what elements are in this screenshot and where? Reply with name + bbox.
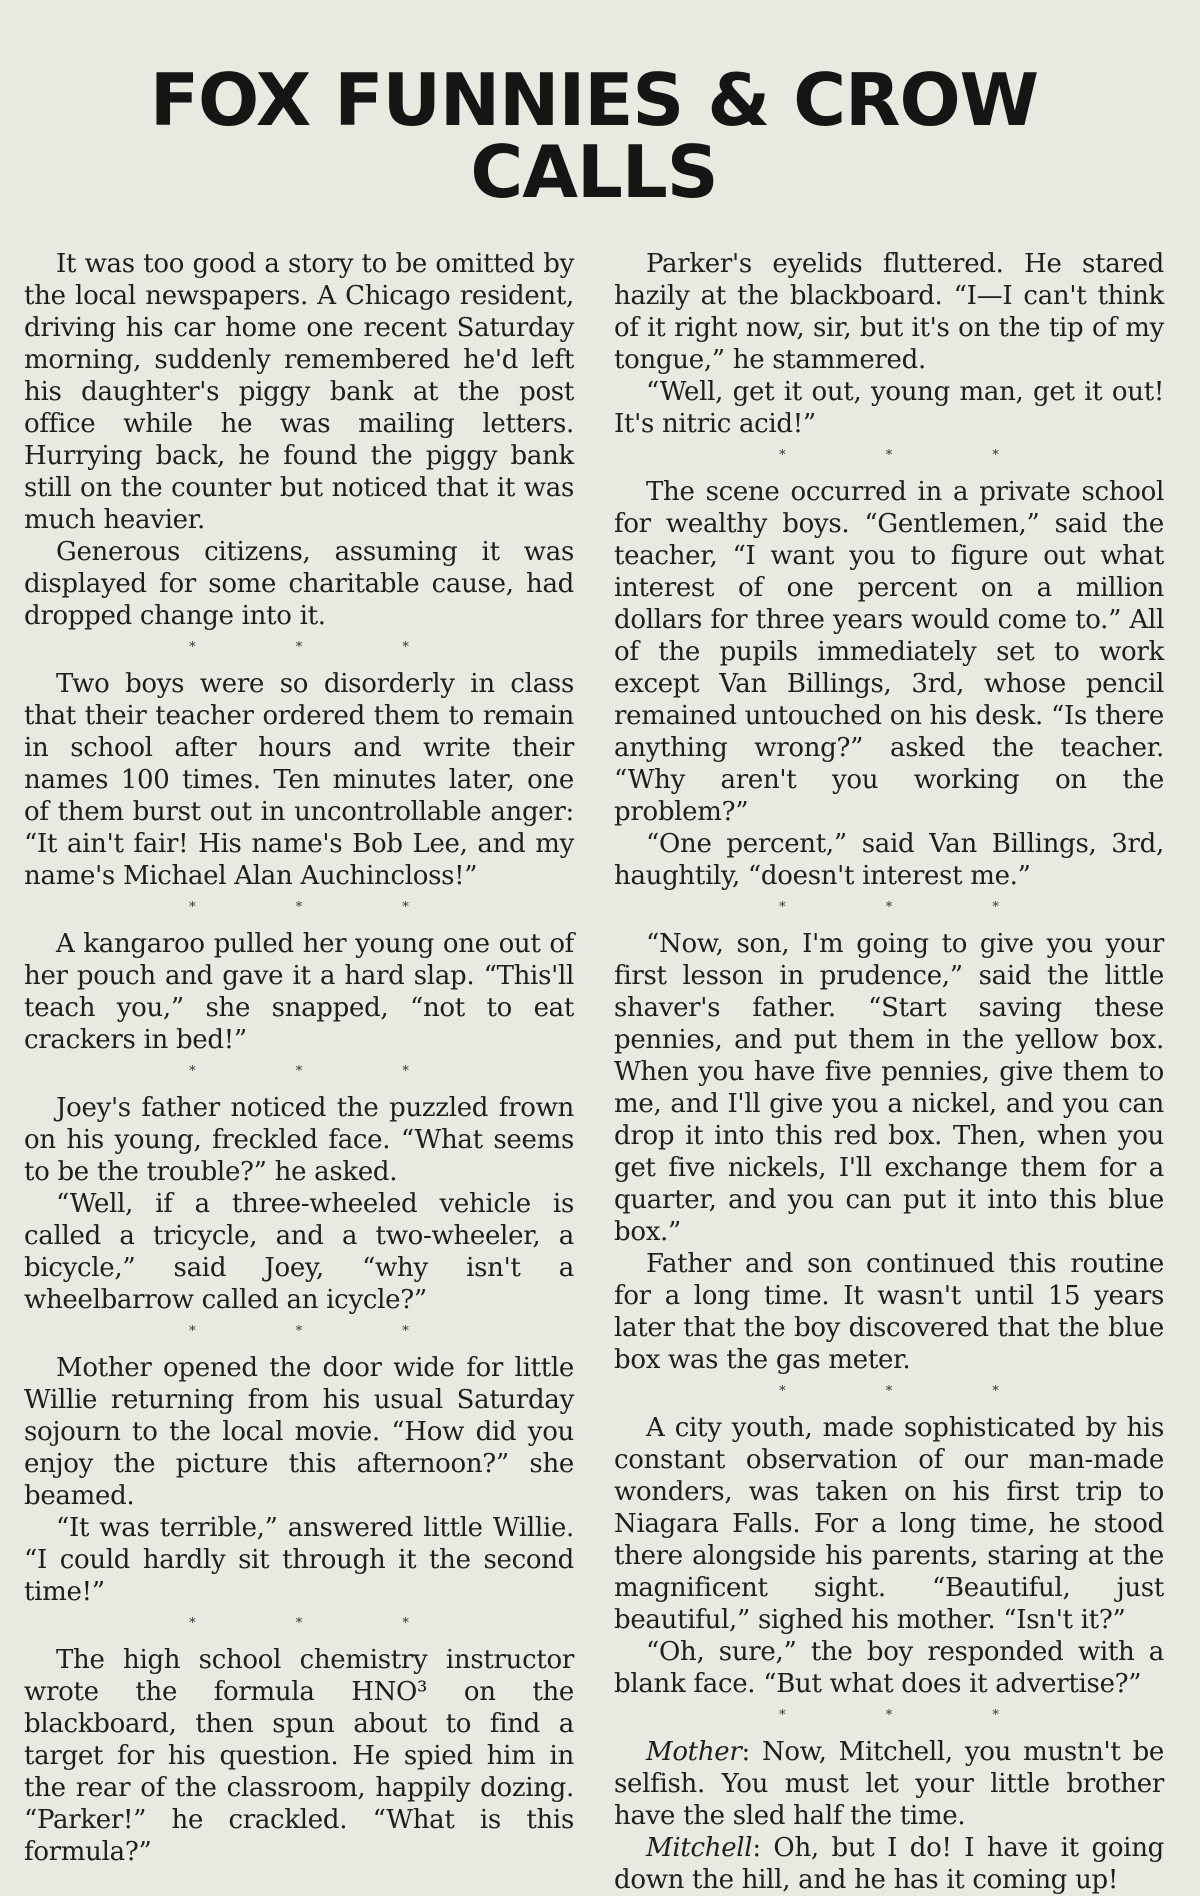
section-separator: * * * <box>189 640 457 655</box>
section-separator: * * * <box>779 900 1047 915</box>
paragraph: “It was terrible,” answered little Willie. “I could hardly sit through it the second time!” <box>24 1513 574 1607</box>
section-separator: * * * <box>189 1324 457 1339</box>
section-separator: * * * <box>779 1384 1047 1399</box>
paragraph: A city youth, made sophisticated by his constant observation of our man-made wonders, was taken on his first trip to Niagara Falls. For a long time, he stood there alongside his parents, staring at the magnificent sight. “Beautiful, just beautiful,” sighed his mother. “Isn't it?” <box>614 1413 1164 1635</box>
paragraph: “Now, son, I'm going to give you your first lesson in prudence,” said the little shaver's father. “Start saving these pennies, and put them in the yellow box. When you have five pennies, give them to me, and I'll give you a nickel, and you can drop it into this red box. Then, when you get five nickels, I'll exchange them for a quarter, and you can put it into this blue box.” <box>614 929 1164 1247</box>
dialogue-line <box>614 1832 1164 1896</box>
paragraph: The scene occurred in a private school for wealthy boys. “Gentlemen,” said the teacher, “I want you to figure out what interest of one percent on a million dollars for three years would come to.” All of the pupils immediately set to work except Van Billings, 3rd, whose pencil remained untouched on his desk. “Is there anything wrong?” asked the teacher. “Why aren't you working on the problem?” <box>614 477 1164 827</box>
paragraph: Parker's eyelids fluttered. He stared hazily at the blackboard. “I—I can't think of it right now, sir, but it's on the tip of my tongue,” he stammered. <box>614 249 1164 375</box>
paragraph: “Well, get it out, young man, get it out! It's nitric acid!” <box>614 377 1164 439</box>
paragraph: The high school chemistry instructor wrote the formula HNO³ on the blackboard, then spun about to find a target for his question. He spied him in the rear of the classroom, happily dozing. “Parker!” he crackled. “What is this formula?” <box>24 1645 574 1867</box>
paragraph: Generous citizens, assuming it was displayed for some charitable cause, had dropped change into it. <box>24 537 574 631</box>
paragraph: “Oh, sure,” the boy responded with a blank face. “But what does it advertise?” <box>614 1637 1164 1699</box>
paragraph: Mother opened the door wide for little Willie returning from his usual Saturday sojourn to the local movie. “How did you enjoy the picture this afternoon?” she beamed. <box>24 1353 574 1511</box>
paragraph: “One percent,” said Van Billings, 3rd, haughtily, “doesn't interest me.” <box>614 829 1164 891</box>
right-column <box>614 248 1164 1896</box>
section-separator: * * * <box>189 900 457 915</box>
paragraph: Two boys were so disorderly in class that their teacher ordered them to remain in school after hours and write their names 100 times. Ten minutes later, one of them burst out in uncontrollable anger: “It ain't fair! His name's Bob Lee, and my name's Michael Alan Auchincloss!” <box>24 669 574 891</box>
dialogue-line <box>614 1736 1164 1832</box>
left-column <box>24 248 574 1896</box>
paragraph: “Well, if a three-wheeled vehicle is called a tricycle, and a two-wheeler, a bicycle,” said Joey, “why isn't a wheelbarrow called an icycle?” <box>24 1189 574 1315</box>
paragraph: It was too good a story to be omitted by the local newspapers. A Chicago resident, driving his car home one recent Saturday morning, suddenly remembered he'd left his daughter's piggy bank at the post office while he was mailing letters. Hurrying back, he found the piggy bank still on the counter but noticed that it was much heavier. <box>24 249 574 535</box>
speaker-name: Mother <box>646 1737 742 1767</box>
paragraph: Father and son continued this routine for a long time. It wasn't until 15 years later that the boy discovered that the blue box was the gas meter. <box>614 1249 1164 1375</box>
section-separator: * * * <box>189 1064 457 1079</box>
page-title: FOX FUNNIES & CROW CALLS <box>149 58 1039 214</box>
paragraph: Joey's father noticed the puzzled frown on his young, freckled face. “What seems to be the trouble?” he asked. <box>24 1093 574 1187</box>
section-separator: * * * <box>779 448 1047 463</box>
paragraph: A kangaroo pulled her young one out of her pouch and gave it a hard slap. “This'll teach you,” she snapped, “not to eat crackers in bed!” <box>24 929 574 1055</box>
section-separator: * * * <box>189 1616 457 1631</box>
dialogue-text: : Now, Mitchell, you mustn't be selfish. You must let your little brother have the sled half the time. <box>614 1737 1164 1831</box>
article-columns <box>24 248 1164 1896</box>
dialogue-text: : Oh, but I do! I have it going down the hill, and he has it coming up! <box>614 1833 1164 1895</box>
speaker-name: Mitchell <box>646 1833 753 1863</box>
section-separator: * * * <box>779 1708 1047 1723</box>
